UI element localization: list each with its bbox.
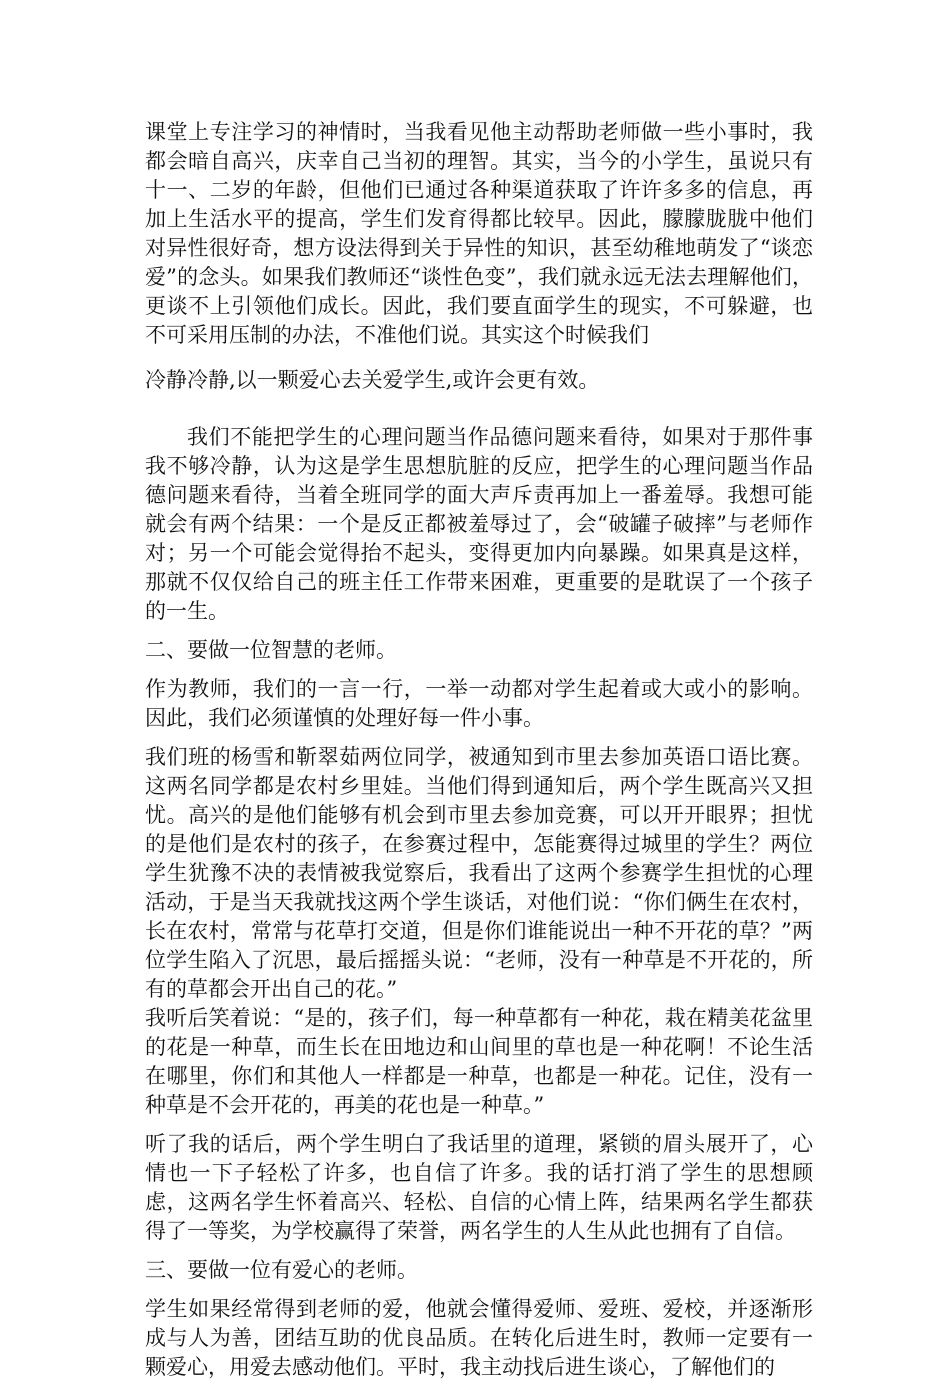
section-heading-caring-teacher: 三、要做一位有爱心的老师。 [145, 1258, 418, 1282]
paragraph-confidence: 听了我的话后，两个学生明白了我话里的道理，紧锁的眉头展开了，心情也一下子轻松了许多，也自信了许多。我的话打消了学生的思想顾虑，这两名学生怀着高兴、轻松、自信的心情上阵，结果两名学生都获得了一等奖，为学校赢得了荣誉，两名学生的人生从此也拥有了自信。 [145, 1132, 813, 1243]
paragraph-flower-grass: 我听后笑着说：“是的，孩子们，每一种草都有一种花，栽在精美花盆里的花是一种草，而生长在田地边和山间里的草也是一种花啊！不论生活在哪里，你们和其他人一样都是一种草，也都是一种花。记住，没有一种草是不会开花的，再美的花也是一种草。” [145, 1006, 813, 1117]
paragraph-calm: 冷静冷静,以一颗爱心去关爱学生,或许会更有效。 [145, 368, 600, 392]
paragraph-moral-issue: 我们不能把学生的心理问题当作品德问题来看待，如果对于那件事我不够冷静，认为这是学生思想肮脏的反应，把学生的心理问题当作品德问题来看待，当着全班同学的面大声斥责再加上一番羞辱。我想可能就会有两个结果：一个是反正都被羞辱过了，会“破罐子破摔”与老师作对；另一个可能会觉得抬不起头，变得更加内向暴躁。如果真是这样，那就不仅仅给自己的班主任工作带来困难，更重要的是耽误了一个孩子的一生。 [145, 425, 813, 623]
paragraph-love: 学生如果经常得到老师的爱，他就会懂得爱师、爱班、爱校，并逐渐形成与人为善，团结互助的优良品质。在转化后进生时，教师一定要有一颗爱心，用爱去感动他们。平时，我主动找后进生谈心，了解他们的 [145, 1297, 813, 1379]
section-heading-wise-teacher: 二、要做一位智慧的老师。 [145, 638, 397, 662]
paragraph-continuation: 课堂上专注学习的神情时，当我看见他主动帮助老师做一些小事时，我都会暗自高兴，庆幸自己当初的理智。其实，当今的小学生，虽说只有十一、二岁的年龄，但他们已通过各种渠道获取了许许多多的信息，再加上生活水平的提高，学生们发育得都比较早。因此，朦朦胧胧中他们对异性很好奇，想方设法得到关于异性的知识，甚至幼稚地萌发了“谈恋爱”的念头。如果我们教师还“谈性色变”，我们就永远无法去理解他们，更谈不上引领他们成长。因此，我们要直面学生的现实，不可躲避，也不可采用压制的办法，不准他们说。其实这个时候我们 [145, 120, 813, 347]
document-page [145, 118, 813, 1382]
paragraph-words-deeds: 作为教师，我们的一言一行，一举一动都对学生起着或大或小的影响。因此，我们必须谨慎的处理好每一件小事。 [145, 677, 813, 730]
paragraph-english-contest: 我们班的杨雪和靳翠茹两位同学，被通知到市里去参加英语口语比赛。这两名同学都是农村乡里娃。当他们得到通知后，两个学生既高兴又担忧。高兴的是他们能够有机会到市里去参加竞赛，可以开开眼界；担忧的是他们是农村的孩子，在参赛过程中，怎能赛得过城里的学生？两位学生犹豫不决的表情被我觉察后，我看出了这两个参赛学生担忧的心理活动，于是当天我就找这两个学生谈话，对他们说：“你们俩生在农村，长在农村，常常与花草打交道，但是你们谁能说出一种不开花的草？”两位学生陷入了沉思，最后摇摇头说：“老师，没有一种草是不开花的，所有的草都会开出自己的花。” [145, 745, 813, 1001]
